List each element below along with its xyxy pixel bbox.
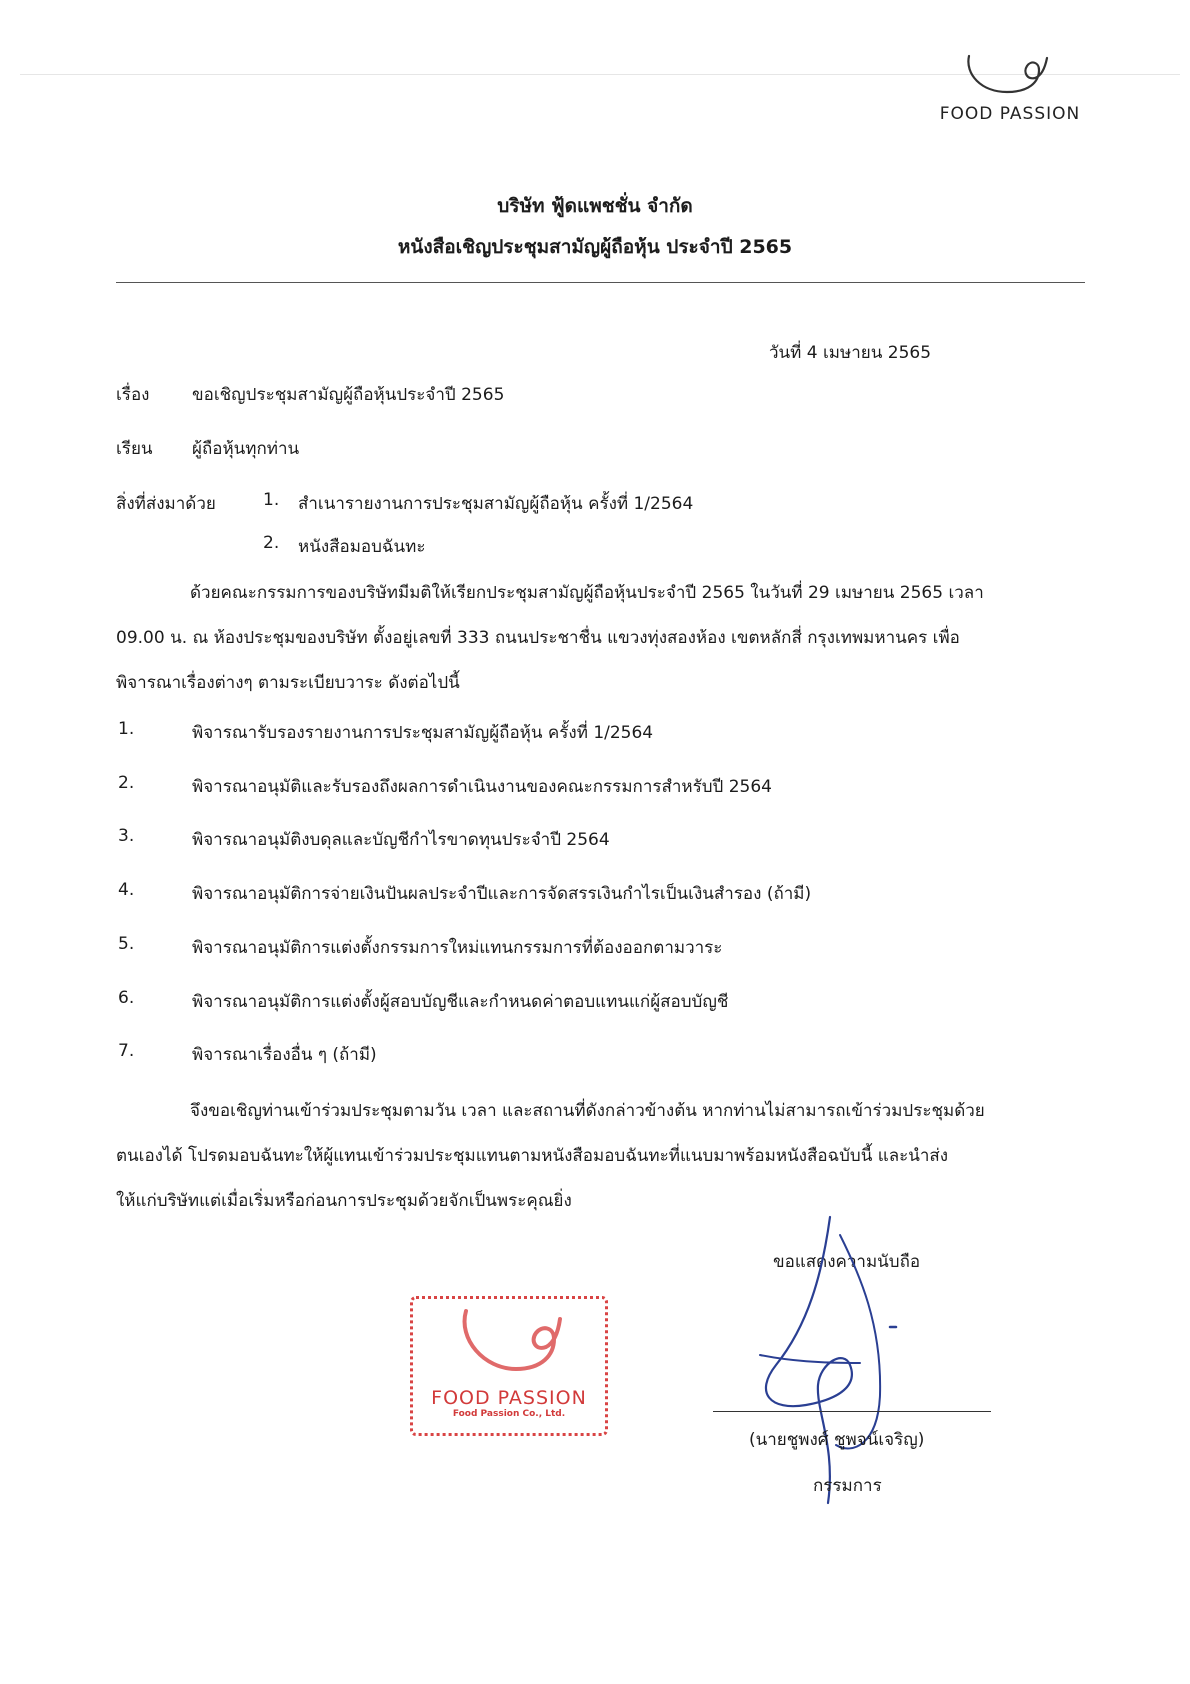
intro-paragraph bbox=[116, 571, 1086, 706]
company-stamp bbox=[410, 1296, 608, 1436]
stamp-brand-text: FOOD PASSION bbox=[431, 1387, 587, 1409]
agenda-number: 3. bbox=[118, 826, 135, 846]
closing-line: ตนเองได้ โปรดมอบฉันทะให้ผู้แทนเข้าร่วมประชุมแทนตามหนังสือมอบฉันทะที่แนบมาพร้อมหนังสือฉบับนี้ และนำส่ง bbox=[116, 1146, 949, 1166]
signature-line bbox=[713, 1411, 991, 1412]
signatory-position: กรรมการ bbox=[813, 1476, 882, 1496]
agenda-item: พิจารณาอนุมัติการจ่ายเงินปันผลประจำปีและการจัดสรรเงินกำไรเป็นเงินสำรอง (ถ้ามี) bbox=[192, 884, 812, 904]
agenda-item: พิจารณาอนุมัติการแต่งตั้งผู้สอบบัญชีและกำหนดค่าตอบแทนแก่ผู้สอบบัญชี bbox=[192, 992, 729, 1012]
agenda-item: พิจารณาอนุมัติงบดุลและบัญชีกำไรขาดทุนประจำปี 2564 bbox=[192, 830, 610, 850]
enclosure-item: สำเนารายงานการประชุมสามัญผู้ถือหุ้น ครั้งที่ 1/2564 bbox=[298, 494, 694, 514]
intro-line: ด้วยคณะกรรมการของบริษัทมีมติให้เรียกประชุมสามัญผู้ถือหุ้นประจำปี 2565 ในวันที่ 29 เมษายน 2565 เวลา bbox=[190, 583, 984, 603]
agenda-number: 1. bbox=[118, 719, 135, 739]
stamp-logo-icon bbox=[444, 1305, 574, 1383]
agenda-number: 4. bbox=[118, 880, 135, 900]
document-title: หนังสือเชิญประชุมสามัญผู้ถือหุ้น ประจำปี 2565 bbox=[397, 236, 793, 258]
closing-line: ให้แก่บริษัทแต่เมื่อเริ่มหรือก่อนการประชุมด้วยจักเป็นพระคุณยิ่ง bbox=[116, 1191, 572, 1211]
company-name: บริษัท ฟู้ดแพชชั่น จำกัด bbox=[497, 195, 693, 217]
header-divider bbox=[116, 282, 1085, 283]
agenda-number: 2. bbox=[118, 773, 135, 793]
agenda-item: พิจารณาอนุมัติและรับรองถึงผลการดำเนินงานของคณะกรรมการสำหรับปี 2564 bbox=[192, 777, 773, 797]
signatory-name: (นายชูพงศ์ ชูพจน์เจริญ) bbox=[749, 1430, 925, 1450]
enclosures-label: สิ่งที่ส่งมาด้วย bbox=[116, 494, 216, 514]
enclosure-number: 2. bbox=[263, 533, 280, 553]
agenda-item: พิจารณาเรื่องอื่น ๆ (ถ้ามี) bbox=[192, 1045, 377, 1065]
enclosure-number: 1. bbox=[263, 490, 280, 510]
enclosure-item: หนังสือมอบฉันทะ bbox=[298, 537, 426, 557]
agenda-number: 7. bbox=[118, 1041, 135, 1061]
recipient-value: ผู้ถือหุ้นทุกท่าน bbox=[192, 439, 300, 459]
agenda-number: 5. bbox=[118, 934, 135, 954]
letter-date: วันที่ 4 เมษายน 2565 bbox=[769, 343, 932, 363]
recipient-label: เรียน bbox=[116, 439, 153, 459]
food-passion-logo-icon bbox=[955, 52, 1065, 102]
agenda-number: 6. bbox=[118, 988, 135, 1008]
intro-line: พิจารณาเรื่องต่างๆ ตามระเบียบวาระ ดังต่อไปนี้ bbox=[116, 673, 460, 693]
handwritten-signature bbox=[740, 1215, 920, 1505]
intro-line: 09.00 น. ณ ห้องประชุมของบริษัท ตั้งอยู่เลขที่ 333 ถนนประชาชื่น แขวงทุ่งสองห้อง เขตหลักสี่ กรุงเทพมหานคร เพื่อ bbox=[116, 628, 960, 648]
subject-value: ขอเชิญประชุมสามัญผู้ถือหุ้นประจำปี 2565 bbox=[192, 385, 505, 405]
agenda-item: พิจารณารับรองรายงานการประชุมสามัญผู้ถือหุ้น ครั้งที่ 1/2564 bbox=[192, 723, 654, 743]
agenda-item: พิจารณาอนุมัติการแต่งตั้งกรรมการใหม่แทนกรรมการที่ต้องออกตามวาระ bbox=[192, 938, 723, 958]
regards-text: ขอแสดงความนับถือ bbox=[773, 1252, 921, 1272]
closing-paragraph bbox=[116, 1089, 1086, 1224]
logo-brand-text: FOOD PASSION bbox=[939, 104, 1081, 124]
closing-line: จึงขอเชิญท่านเข้าร่วมประชุมตามวัน เวลา และสถานที่ดังกล่าวข้างต้น หากท่านไม่สามารถเข้าร่วมประชุมด้วย bbox=[190, 1101, 985, 1121]
subject-label: เรื่อง bbox=[116, 385, 150, 405]
company-logo bbox=[930, 52, 1090, 124]
stamp-subtitle: Food Passion Co., Ltd. bbox=[452, 1409, 566, 1419]
